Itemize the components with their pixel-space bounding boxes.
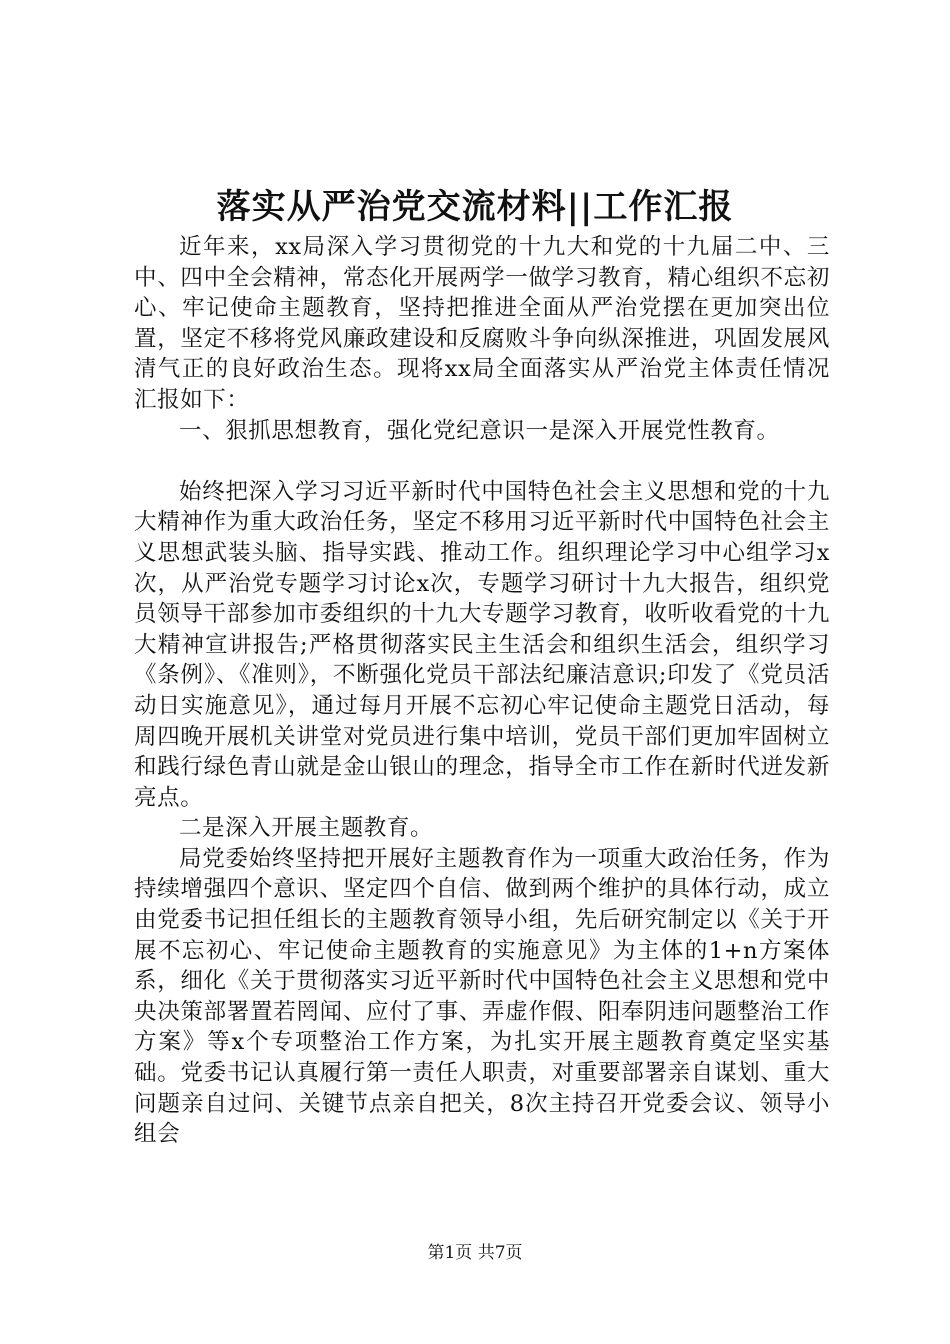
page-footer: 第1页 共7页	[427, 1243, 523, 1263]
paragraph-party-education: 始终把深入学习习近平新时代中国特色社会主义思想和党的十九大精神作为重大政治任务，坚定不移用习近平新时代中国特色社会主义思想武装头脑、指导实践、推动工作。组织理论学习中心组学习x次，从严治党专题学习讨论x次，专题学习研讨十九大报告，组织党员领导干部参加市委组织的十九大专题学习教育，收听收看党的十九大精神宣讲报告;严格贯彻落实民主生活会和组织生活会，组织学习《条例》、《准则》，不断强化党员干部法纪廉洁意识;印发了《党员活动日实施意见》，通过每月开展不忘初心牢记使命主题党日活动，每周四晚开展机关讲堂对党员进行集中培训，党员干部们更加牢固树立和践行绿色青山就是金山银山的理念，指导全市工作在新时代迸发新亮点。	[134, 478, 830, 811]
document-body	[134, 232, 830, 1150]
paragraph-theme-education: 局党委始终坚持把开展好主题教育作为一项重大政治任务，作为持续增强四个意识、坚定四个自信、做到两个维护的具体行动，成立由党委书记担任组长的主题教育领导小组，先后研究制定以《关于开展不忘初心、牢记使命主题教育的实施意见》为主体的1+n方案体系，细化《关于贯彻落实习近平新时代中国特色社会主义思想和党中央决策部署置若罔闻、应付了事、弄虚作假、阳奉阴违问题整治工作方案》等x个专项整治工作方案，为扎实开展主题教育奠定坚实基础。党委书记认真履行第一责任人职责，对重要部署亲自谋划、重大问题亲自过问、关键节点亲自把关，8次主持召开党委会议、领导小组会	[134, 845, 830, 1148]
paragraph-theme-education-heading: 二是深入开展主题教育。	[179, 815, 434, 842]
paragraph-section-heading: 一、狠抓思想教育，强化党纪意识一是深入开展党性教育。	[179, 417, 780, 444]
document-title: 落实从严治党交流材料||工作汇报	[216, 187, 734, 227]
paragraph-intro: 近年来，xx局深入学习贯彻党的十九大和党的十九届二中、三中、四中全会精神，常态化开展两学一做学习教育，精心组织不忘初心、牢记使命主题教育，坚持把推进全面从严治党摆在更加突出位置，坚定不移将党风廉政建设和反腐败斗争向纵深推进，巩固发展风清气正的良好政治生态。现将xx局全面落实从严治党主体责任情况汇报如下：	[134, 234, 830, 413]
